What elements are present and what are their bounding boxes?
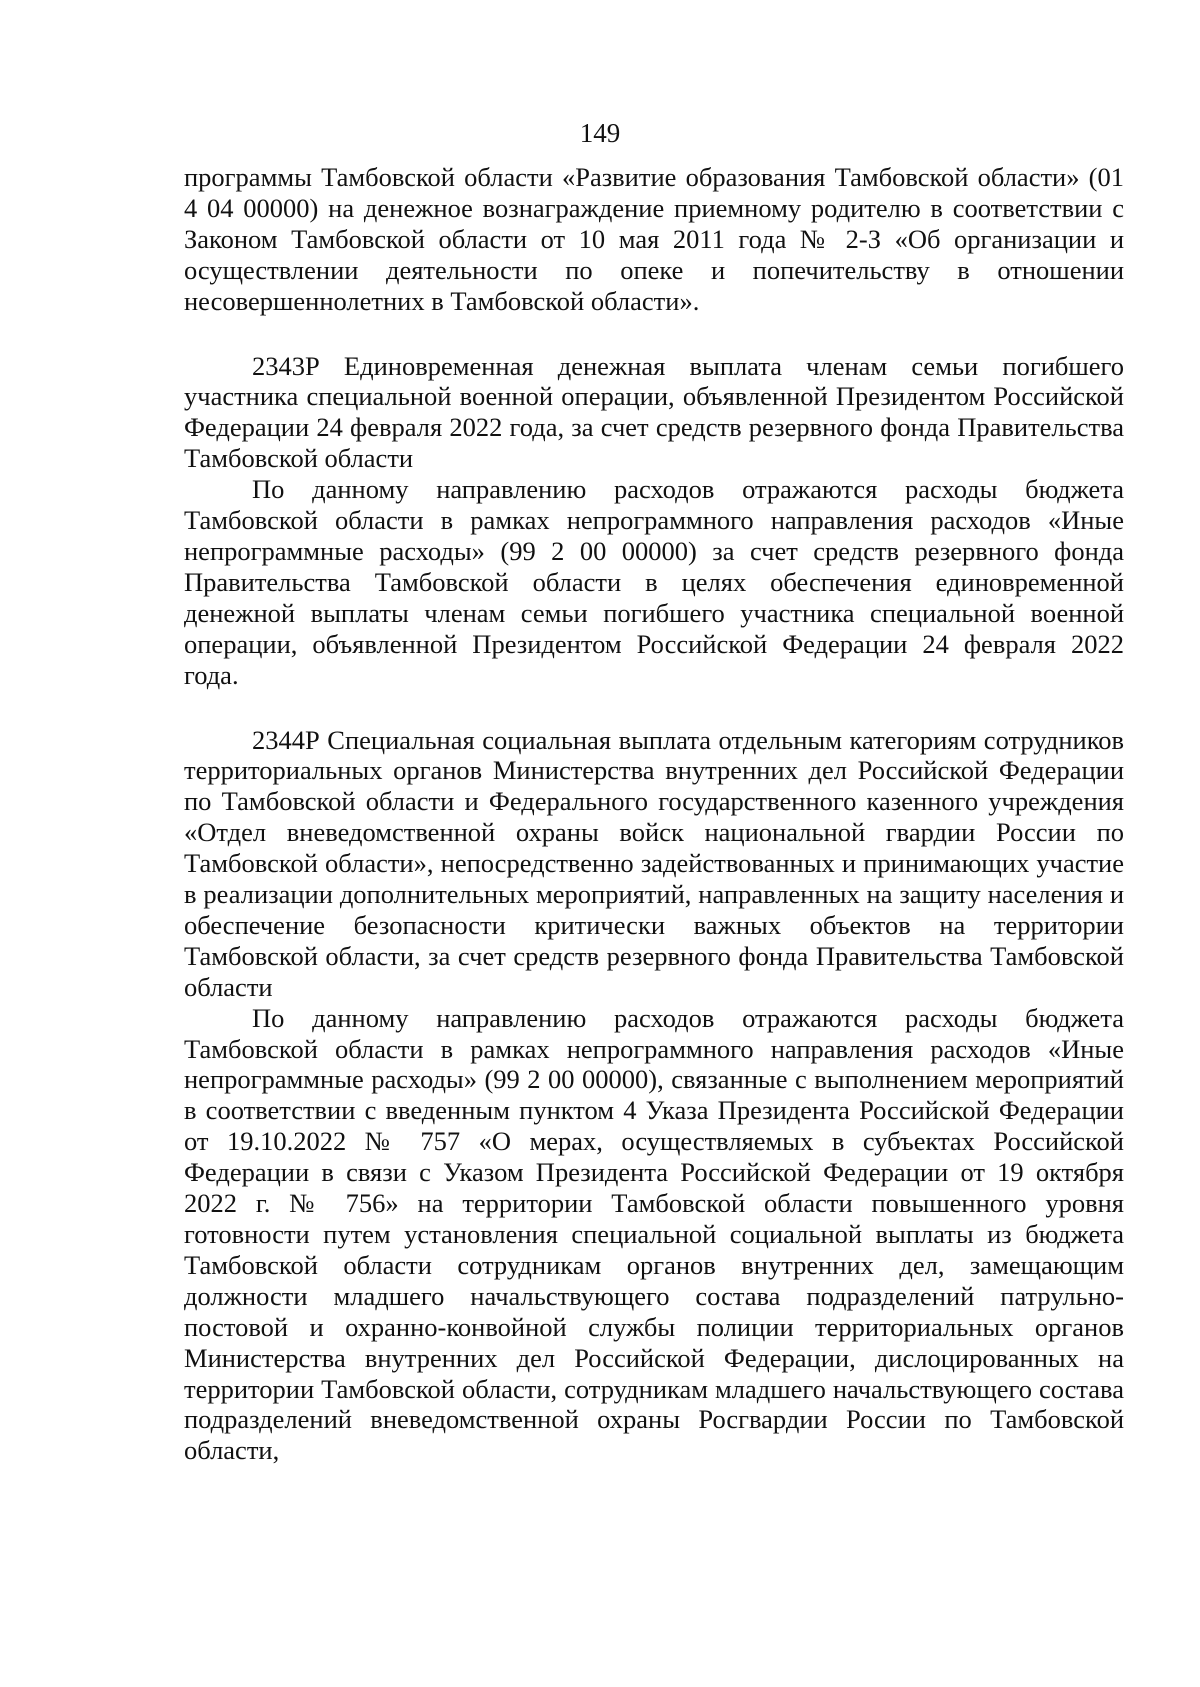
section-heading-2344r: 2344Р Специальная социальная выплата отдельным категориям сотрудников территориальных органов Министерства внутренних дел Российской Федерации по Тамбовской области и Федерального государственного казенного учреждения «Отдел вневедомственной охраны войск национальной гвардии России по Тамбовской области», непосредственно задействованных и принимающих участие в реализации дополнительных мероприятий, направленных на защиту населения и обеспечение безопасности критически важных объектов на территории Тамбовской области, за счет средств резервного фонда Правительства Тамбовской области: [184, 724, 1124, 1002]
paragraph-gap: [184, 317, 1124, 351]
paragraph-2344r-description: По данному направлению расходов отражаются расходы бюджета Тамбовской области в рамках непрограммного направления расходов «Иные непрограммные расходы» (99 2 00 00000), связанные с выполнением мероприятий в соответствии с введенным пунктом 4 Указа Президента Российской Федерации от 19.10.2022 № 757 «О мерах, осуществляемых в субъектах Российской Федерации в связи с Указом Президента Российской Федерации от 19 октября 2022 г. № 756» на территории Тамбовской области повышенного уровня готовности путем установления специальной социальной выплаты из бюджета Тамбовской области сотрудникам органов внутренних дел, замещающим должности младшего начальствующего состава подразделений патрульно-постовой и охранно-конвойной службы полиции территориальных органов Министерства внутренних дел Российской Федерации, дислоцированных на территории Тамбовской области, сотрудникам младшего начальствующего состава подразделений вневедомственной охраны Росгвардии России по Тамбовской области,: [184, 1002, 1124, 1466]
document-body: [184, 162, 1124, 1466]
paragraph-2343r-description: По данному направлению расходов отражаются расходы бюджета Тамбовской области в рамках непрограммного направления расходов «Иные непрограммные расходы» (99 2 00 00000) за счет средств резервного фонда Правительства Тамбовской области в целях обеспечения единовременной денежной выплаты членам семьи погибшего участника специальной военной операции, объявленной Президентом Российской Федерации 24 февраля 2022 года.: [184, 474, 1124, 690]
paragraph-gap: [184, 691, 1124, 725]
page-number: 149: [579, 118, 621, 148]
section-heading-2343r: 2343Р Единовременная денежная выплата членам семьи погибшего участника специальной военной операции, объявленной Президентом Российской Федерации 24 февраля 2022 года, за счет средств резервного фонда Правительства Тамбовской области: [184, 350, 1124, 474]
paragraph-continuation: программы Тамбовской области «Развитие образования Тамбовской области» (01 4 04 00000) на денежное вознаграждение приемному родителю в соответствии с Законом Тамбовской области от 10 мая 2011 года № 2-З «Об организации и осуществлении деятельности по опеке и попечительству в отношении несовершеннолетних в Тамбовской области».: [184, 162, 1124, 316]
